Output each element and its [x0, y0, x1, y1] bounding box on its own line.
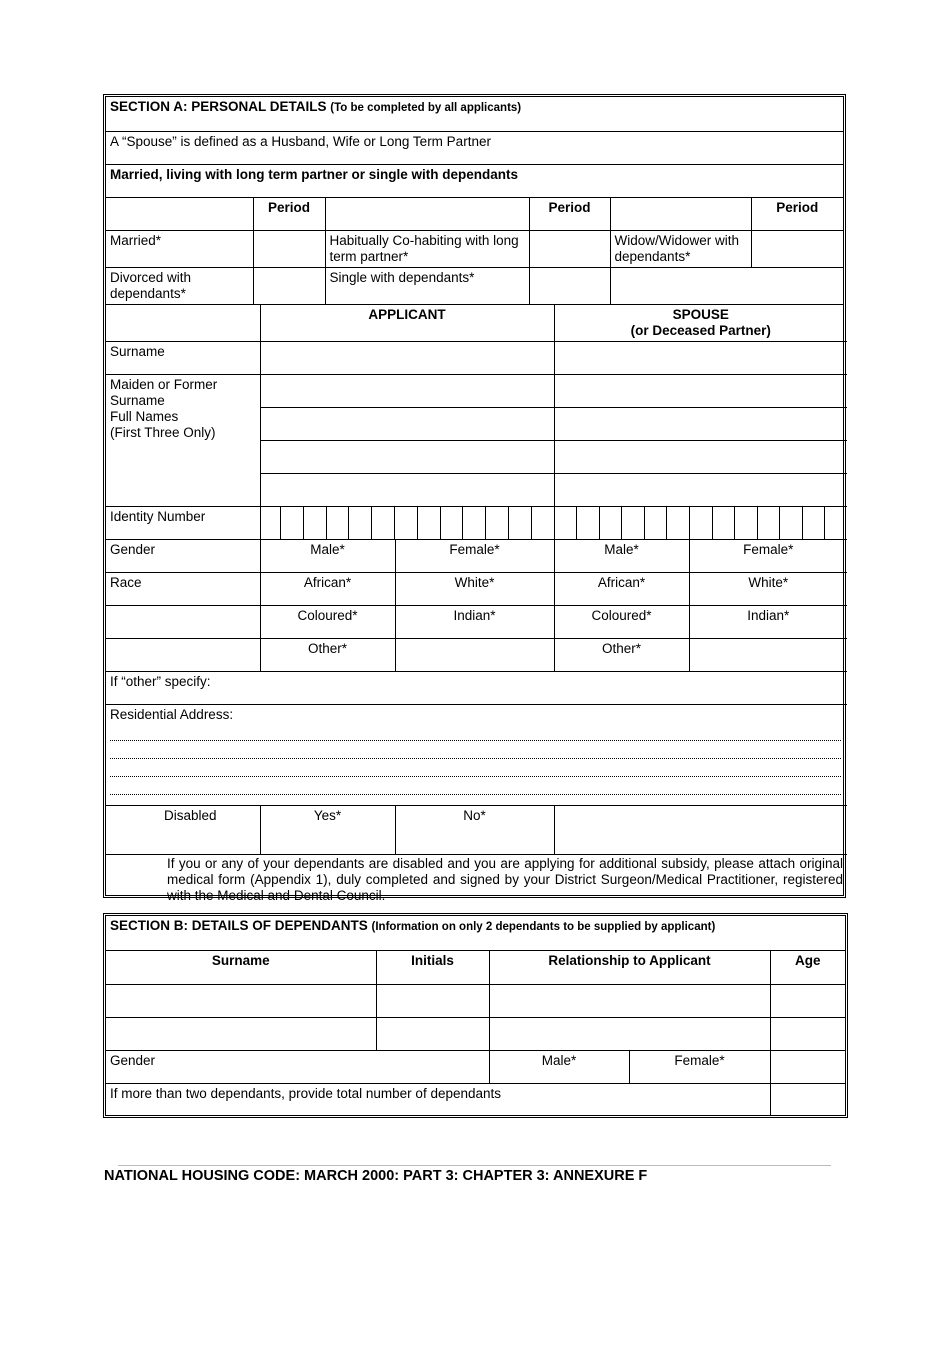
marital-table: [106, 97, 843, 305]
applicant-female-option[interactable]: Female*: [395, 539, 554, 572]
residential-address-label: Residential Address:: [110, 706, 234, 722]
spouse-white-option[interactable]: White*: [689, 572, 847, 605]
applicant-coloured-option[interactable]: Coloured*: [260, 605, 395, 638]
disabled-no-option[interactable]: No*: [395, 805, 554, 854]
bullet-icon: [110, 856, 167, 904]
dependant-relationship-field[interactable]: [489, 1017, 770, 1050]
spouse-surname-field[interactable]: [554, 341, 847, 374]
col-surname: Surname: [106, 950, 376, 984]
disabled-yes-option[interactable]: Yes*: [260, 805, 395, 854]
col-age: Age: [770, 950, 845, 984]
cohabiting-label: Habitually Co-habiting with long term partner*: [325, 230, 529, 267]
applicant-surname-field[interactable]: [260, 341, 554, 374]
personal-details-table: [106, 305, 847, 906]
widow-label: Widow/Widower with dependants*: [610, 230, 751, 267]
divorced-label: Divorced with dependants*: [106, 267, 253, 304]
single-label: Single with dependants*: [325, 267, 529, 304]
dependant-age-field[interactable]: [770, 1017, 845, 1050]
dependant-female-option[interactable]: Female*: [629, 1050, 770, 1083]
spouse-maiden-field[interactable]: [554, 374, 847, 407]
col-initials: Initials: [376, 950, 489, 984]
applicant-header: APPLICANT: [260, 305, 554, 342]
spouse-definition: A “Spouse” is defined as a Husband, Wife or Long Term Partner: [106, 131, 843, 164]
spouse-name-field[interactable]: [554, 407, 847, 440]
spouse-name-field[interactable]: [554, 440, 847, 473]
footer-divider: [118, 1165, 831, 1166]
period-header: Period: [529, 197, 610, 230]
other-specify-field[interactable]: If “other” specify:: [106, 671, 847, 704]
applicant-name-field[interactable]: [260, 407, 554, 440]
applicant-other-option[interactable]: Other*: [260, 638, 395, 671]
spouse-indian-option[interactable]: Indian*: [689, 605, 847, 638]
applicant-name-field[interactable]: [260, 473, 554, 506]
married-period-field[interactable]: [253, 230, 325, 267]
divorced-period-field[interactable]: [253, 267, 325, 304]
dependant-age-field[interactable]: [770, 984, 845, 1017]
dependant-initials-field[interactable]: [376, 1017, 489, 1050]
spouse-id-field[interactable]: [554, 506, 847, 539]
dependant-gender-label: Gender: [106, 1050, 489, 1083]
col-relationship: Relationship to Applicant: [489, 950, 770, 984]
spouse-male-option[interactable]: Male*: [554, 539, 689, 572]
spouse-other-option[interactable]: Other*: [554, 638, 689, 671]
dependant-initials-field[interactable]: [376, 984, 489, 1017]
applicant-name-field[interactable]: [260, 440, 554, 473]
section-b: [103, 913, 848, 1118]
applicant-id-field[interactable]: [260, 506, 554, 539]
section-b-title: SECTION B: DETAILS OF DEPENDANTS (Information on only 2 dependants to be supplied by applicant): [106, 916, 845, 950]
page-footer: NATIONAL HOUSING CODE: MARCH 2000: PART 3: CHAPTER 3: ANNEXURE F: [104, 1168, 648, 1184]
cohabiting-period-field[interactable]: [529, 230, 610, 267]
widow-period-field[interactable]: [751, 230, 843, 267]
spouse-coloured-option[interactable]: Coloured*: [554, 605, 689, 638]
applicant-african-option[interactable]: African*: [260, 572, 395, 605]
residential-address-field[interactable]: [106, 704, 847, 805]
identity-label: Identity Number: [106, 506, 260, 539]
section-a: [103, 94, 846, 903]
spouse-header: SPOUSE (or Deceased Partner): [554, 305, 847, 342]
dependant-male-option[interactable]: Male*: [489, 1050, 629, 1083]
dependant-surname-field[interactable]: [106, 984, 376, 1017]
surname-label: Surname: [106, 341, 260, 374]
more-dependants-label: If more than two dependants, provide total number of dependants: [106, 1083, 770, 1116]
disability-note: If you or any of your dependants are disabled and you are applying for additional subsidy, please attach original medical form (Appendix 1), duly completed and signed by your District Surgeon/Medical Practitioner, registered with the Medical and Dental Council.: [106, 854, 847, 905]
more-dependants-field[interactable]: [770, 1083, 845, 1116]
single-period-field[interactable]: [529, 267, 610, 304]
applicant-indian-option[interactable]: Indian*: [395, 605, 554, 638]
applicant-male-option[interactable]: Male*: [260, 539, 395, 572]
spouse-female-option[interactable]: Female*: [689, 539, 847, 572]
applicant-maiden-field[interactable]: [260, 374, 554, 407]
spouse-name-field[interactable]: [554, 473, 847, 506]
dependants-table: [106, 916, 845, 1116]
period-header: Period: [751, 197, 843, 230]
married-label: Married*: [106, 230, 253, 267]
gender-label: Gender: [106, 539, 260, 572]
race-label: Race: [106, 572, 260, 605]
dependant-surname-field[interactable]: [106, 1017, 376, 1050]
dependant-relationship-field[interactable]: [489, 984, 770, 1017]
marital-heading: Married, living with long term partner or single with dependants: [106, 164, 843, 197]
spouse-african-option[interactable]: African*: [554, 572, 689, 605]
section-a-title: SECTION A: PERSONAL DETAILS (To be completed by all applicants): [106, 97, 843, 131]
applicant-white-option[interactable]: White*: [395, 572, 554, 605]
period-header: Period: [253, 197, 325, 230]
names-label: Maiden or Former Surname Full Names (First Three Only): [106, 374, 260, 506]
disabled-row-label: Disabled: [106, 805, 260, 854]
